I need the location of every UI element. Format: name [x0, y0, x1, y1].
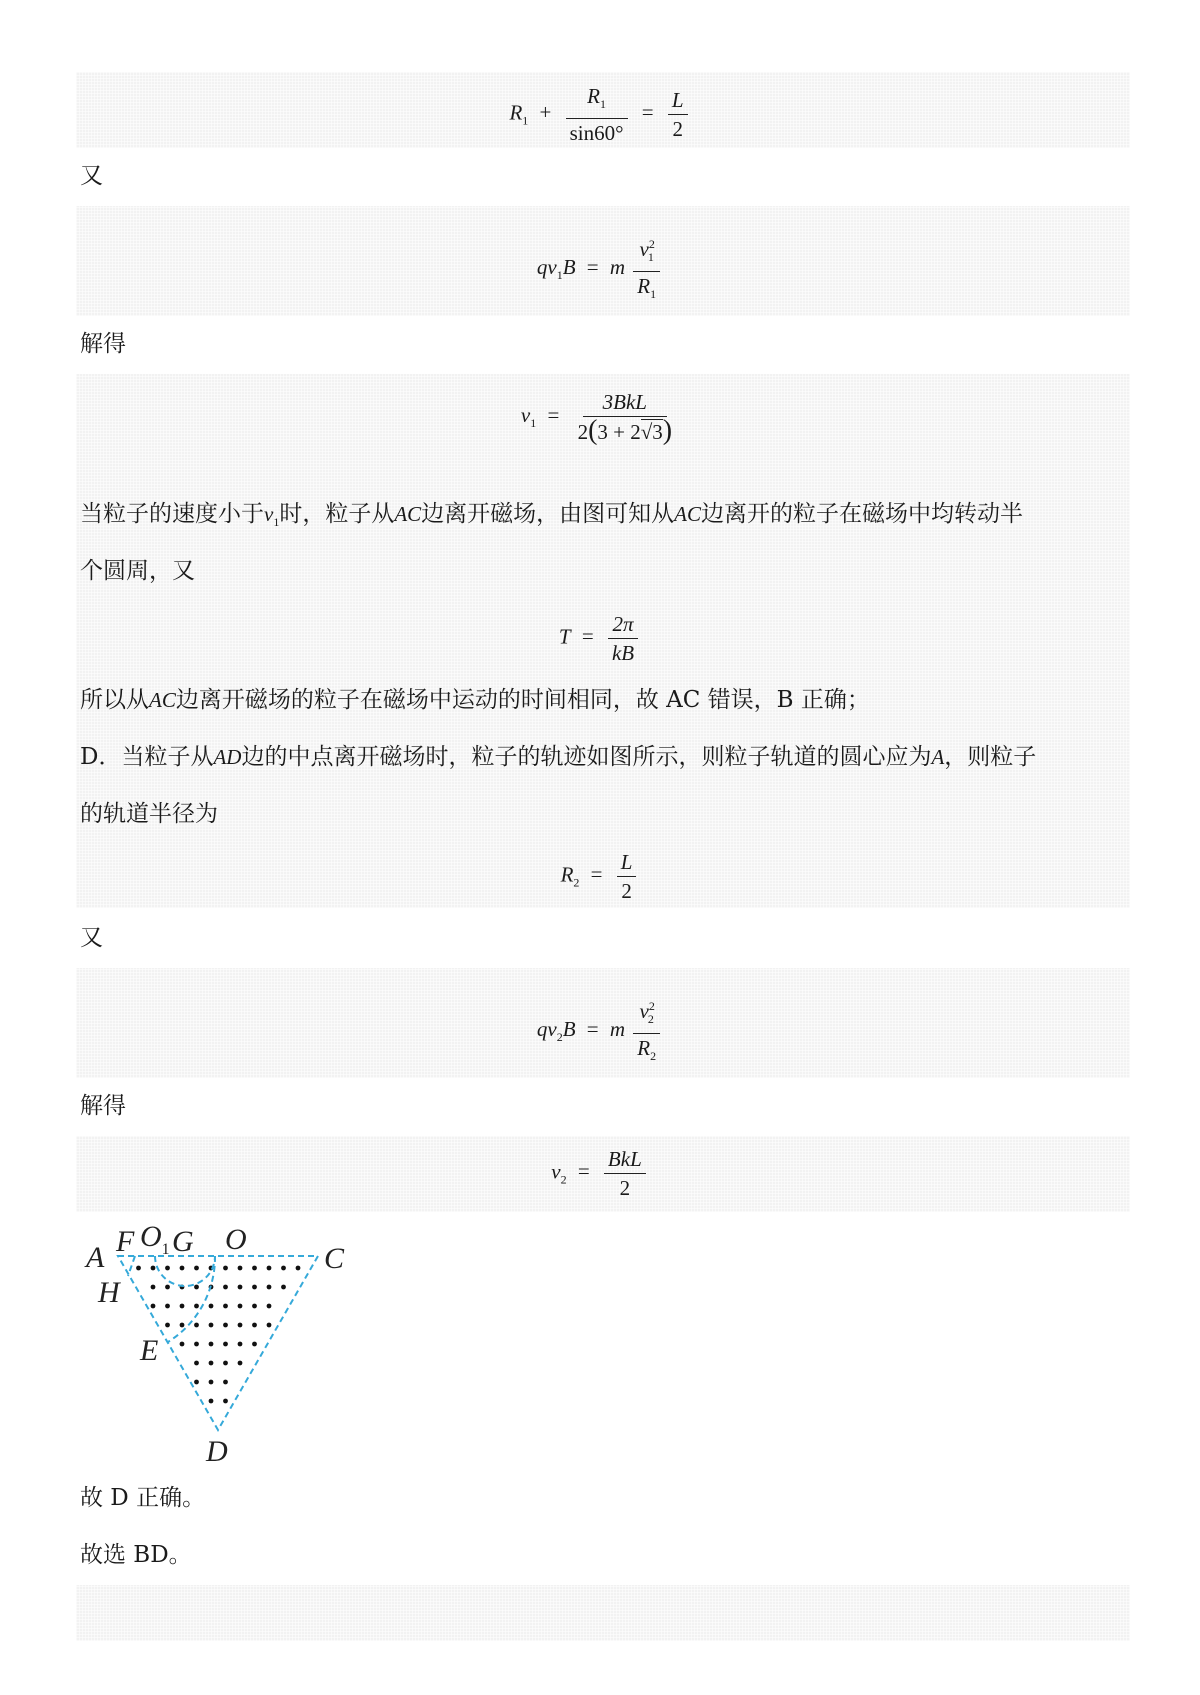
field-dot [165, 1304, 170, 1309]
equation-r1-sum: $R_1$ + $\frac{R_1}{\sin 60^\circ}$ = $\frac{L}{2}$ [0, 82, 1200, 147]
paragraph-same-time: 所以从AC边离开磁场的粒子在磁场中运动的时间相同，故 AC 错误，B 正确； [80, 687, 870, 713]
field-dot [267, 1323, 272, 1328]
field-dot [194, 1266, 199, 1271]
field-dot [194, 1285, 199, 1290]
field-dot [151, 1304, 156, 1309]
equation-v1: $v_1$ = $\frac{\text{3BkL}}{2(3 + 2√3)}$ [520, 390, 673, 446]
field-dot [252, 1304, 257, 1309]
field-dot [252, 1342, 257, 1347]
equation-lorentz-2: $qv_2B = m$ $\frac{v^2_2}{R_2}$ [0, 992, 1200, 1070]
field-dot [252, 1266, 257, 1271]
field-dot [209, 1380, 214, 1385]
field-dot [223, 1266, 228, 1271]
equation-v2: $v_2$ = $\frac{\text{BkL}}{2}$ [0, 1145, 1200, 1202]
field-dot [209, 1304, 214, 1309]
field-dot [209, 1342, 214, 1347]
field-dot [281, 1285, 286, 1290]
field-dot [267, 1285, 272, 1290]
field-dot [223, 1342, 228, 1347]
paragraph-ac-speed: 当粒子的速度小于$v_1$时，粒子从AC边离开磁场，由图可知从AC边离开的粒子在磁场中均转动半 [80, 501, 1024, 529]
field-dot [136, 1266, 141, 1271]
label-a: A [86, 1241, 105, 1274]
field-dot [180, 1266, 185, 1271]
field-dot [180, 1323, 185, 1328]
field-dot [223, 1361, 228, 1366]
field-dot [238, 1361, 243, 1366]
field-dot [267, 1266, 272, 1271]
field-dot [194, 1342, 199, 1347]
field-dot [238, 1304, 243, 1309]
field-dot [194, 1361, 199, 1366]
field-dot [165, 1285, 170, 1290]
empty-shaded-block [76, 1585, 1130, 1641]
label-g: G [172, 1225, 194, 1258]
field-dot [151, 1266, 156, 1271]
text-jiede-2: 解得 [80, 1093, 126, 1119]
field-dot [180, 1304, 185, 1309]
label-c: C [324, 1242, 345, 1275]
field-dot [296, 1266, 301, 1271]
field-dot [223, 1380, 228, 1385]
label-h: H [98, 1276, 120, 1309]
field-dot [165, 1266, 170, 1271]
field-dot [209, 1399, 214, 1404]
equation-lorentz-1: $qv_1B = m$ $\frac{v^2_1}{R_1}$ [0, 230, 1200, 308]
field-dot [238, 1323, 243, 1328]
field-dot [194, 1304, 199, 1309]
field-dot [281, 1266, 286, 1271]
arc-trajectory-to-e [168, 1256, 215, 1342]
equation-period: T = $\frac{2\pi}{kB}$ [0, 610, 1200, 667]
field-dot [238, 1342, 243, 1347]
text-d-correct: 故 D 正确。 [80, 1485, 206, 1511]
field-dot [238, 1266, 243, 1271]
label-o1: $O_1$ [140, 1220, 170, 1258]
label-e: E [140, 1334, 159, 1367]
field-dot [238, 1285, 243, 1290]
text-you-1: 又 [80, 163, 103, 189]
paragraph-option-d-line2: 的轨道半径为 [80, 801, 218, 827]
label-d: D [206, 1435, 228, 1468]
text-jiede-1: 解得 [80, 331, 126, 357]
field-dot [209, 1361, 214, 1366]
field-dot [194, 1323, 199, 1328]
field-dot [223, 1304, 228, 1309]
label-o: O [225, 1223, 247, 1256]
field-dot [252, 1285, 257, 1290]
field-dot [209, 1323, 214, 1328]
field-dot [223, 1399, 228, 1404]
magnetic-field-dots [136, 1266, 300, 1404]
field-dot [252, 1323, 257, 1328]
field-dot [267, 1304, 272, 1309]
equation-r2: $R_2$ = $\frac{L}{2}$ [0, 848, 1200, 905]
field-dot [194, 1380, 199, 1385]
field-dot [165, 1323, 170, 1328]
arc-centered-o1 [155, 1256, 215, 1286]
triangle-magnetic-field-figure [80, 1218, 370, 1468]
field-dot [151, 1285, 156, 1290]
field-dot [180, 1342, 185, 1347]
text-you-2: 又 [80, 925, 103, 951]
segment-fh [128, 1256, 135, 1276]
label-f: F [116, 1225, 135, 1258]
text-final-answer: 故选 BD。 [80, 1542, 192, 1568]
field-dot [223, 1323, 228, 1328]
field-dot [223, 1285, 228, 1290]
paragraph-option-d: D．当粒子从AD边的中点离开磁场时，粒子的轨迹如图所示，则粒子轨道的圆心应为A，则粒子 [80, 744, 1037, 770]
paragraph-ac-speed-line2: 个圆周，又 [80, 558, 195, 584]
